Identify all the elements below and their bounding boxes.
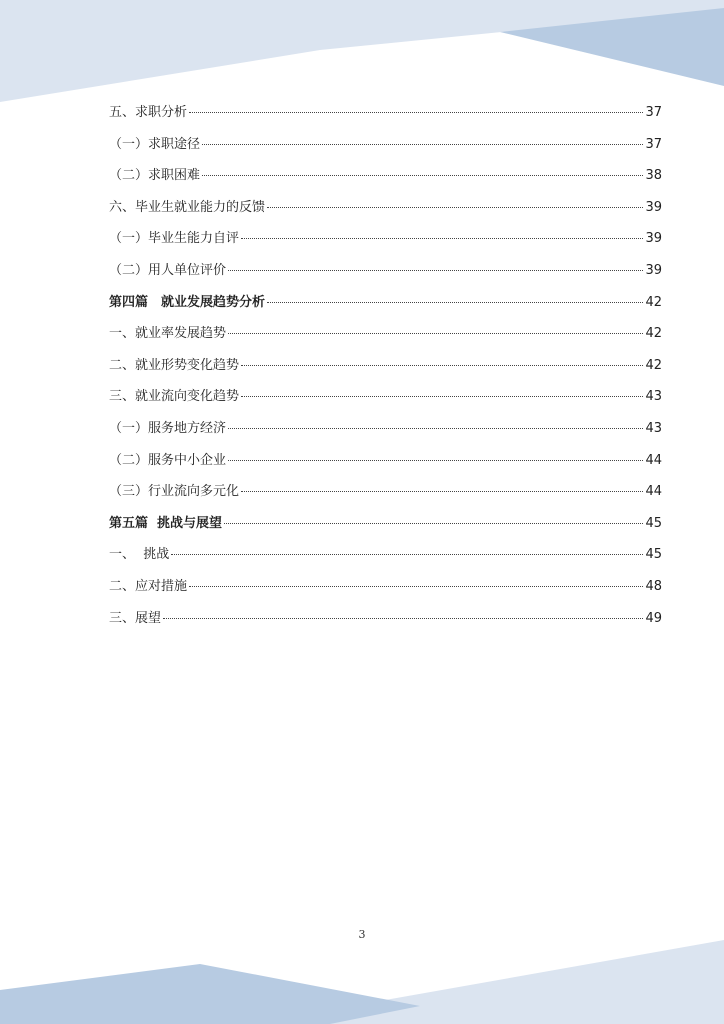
toc-entry[interactable]	[109, 419, 662, 451]
toc-entry-page: 43	[645, 420, 662, 436]
toc-dot-leader	[228, 270, 643, 271]
toc-dot-leader	[189, 112, 643, 113]
table-of-contents	[109, 103, 662, 640]
toc-entry-title: 第五篇 挑战与展望	[109, 515, 223, 531]
toc-dot-leader	[241, 365, 643, 366]
toc-entry-title: 五、求职分析	[109, 105, 188, 120]
toc-dot-leader	[241, 491, 643, 492]
toc-dot-leader	[202, 175, 643, 176]
toc-entry-title: （一）毕业生能力自评	[109, 231, 240, 247]
toc-entry[interactable]	[109, 514, 662, 546]
toc-entry-title: 三、展望	[109, 610, 162, 626]
toc-entry[interactable]	[109, 166, 662, 198]
toc-entry-page: 42	[645, 326, 662, 342]
toc-dot-leader	[202, 144, 643, 145]
toc-entry-page: 37	[645, 136, 662, 152]
toc-entry[interactable]	[109, 261, 662, 293]
toc-entry-title: （一）服务地方经济	[109, 420, 227, 436]
toc-entry-page: 45	[645, 547, 662, 563]
toc-entry-page: 42	[645, 357, 662, 373]
toc-dot-leader	[241, 238, 643, 239]
toc-dot-leader	[267, 302, 643, 303]
toc-entry-title: （二）求职困难	[109, 168, 201, 184]
toc-dot-leader	[171, 554, 643, 555]
toc-dot-leader	[228, 333, 643, 334]
toc-dot-leader	[267, 207, 643, 208]
toc-entry-page: 37	[645, 105, 662, 120]
toc-entry-page: 44	[645, 484, 662, 500]
toc-entry-title: 二、就业形势变化趋势	[109, 357, 240, 373]
toc-dot-leader	[228, 460, 643, 461]
toc-dot-leader	[241, 396, 643, 397]
toc-entry-page: 42	[645, 294, 662, 310]
toc-entry[interactable]	[109, 577, 662, 609]
toc-entry-page: 38	[645, 168, 662, 184]
toc-entry[interactable]	[109, 135, 662, 167]
toc-entry[interactable]	[109, 482, 662, 514]
toc-entry-page: 39	[645, 199, 662, 215]
bottom-decor-dark	[0, 964, 420, 1024]
toc-entry-page: 49	[645, 610, 662, 626]
toc-dot-leader	[224, 523, 643, 524]
toc-entry-title: 二、应对措施	[109, 578, 188, 594]
toc-entry-page: 45	[645, 515, 662, 531]
toc-entry-page: 44	[645, 452, 662, 468]
toc-entry[interactable]	[109, 545, 662, 577]
toc-dot-leader	[228, 428, 643, 429]
toc-entry[interactable]	[109, 451, 662, 483]
toc-entry-page: 48	[645, 578, 662, 594]
toc-entry-title: 六、毕业生就业能力的反馈	[109, 199, 266, 215]
toc-entry[interactable]	[109, 229, 662, 261]
toc-entry[interactable]	[109, 324, 662, 356]
toc-entry-page: 39	[645, 231, 662, 247]
toc-entry-title: 三、就业流向变化趋势	[109, 389, 240, 405]
toc-entry[interactable]	[109, 356, 662, 388]
toc-dot-leader	[189, 586, 643, 587]
toc-entry-page: 43	[645, 389, 662, 405]
toc-entry-title: （二）用人单位评价	[109, 262, 227, 278]
toc-entry[interactable]	[109, 293, 662, 325]
toc-entry-title: 一、 挑战	[109, 547, 170, 563]
page-number: 3	[358, 928, 366, 941]
toc-dot-leader	[163, 618, 643, 619]
toc-entry[interactable]	[109, 387, 662, 419]
toc-entry-page: 39	[645, 262, 662, 278]
toc-entry-title: 一、就业率发展趋势	[109, 326, 227, 342]
toc-entry-title: （三）行业流向多元化	[109, 484, 240, 500]
toc-entry-title: 第四篇 就业发展趋势分析	[109, 294, 266, 310]
toc-entry[interactable]	[109, 103, 662, 135]
toc-entry-title: （二）服务中小企业	[109, 452, 227, 468]
toc-entry[interactable]	[109, 198, 662, 230]
toc-entry-title: （一）求职途径	[109, 136, 201, 152]
toc-entry[interactable]	[109, 609, 662, 641]
